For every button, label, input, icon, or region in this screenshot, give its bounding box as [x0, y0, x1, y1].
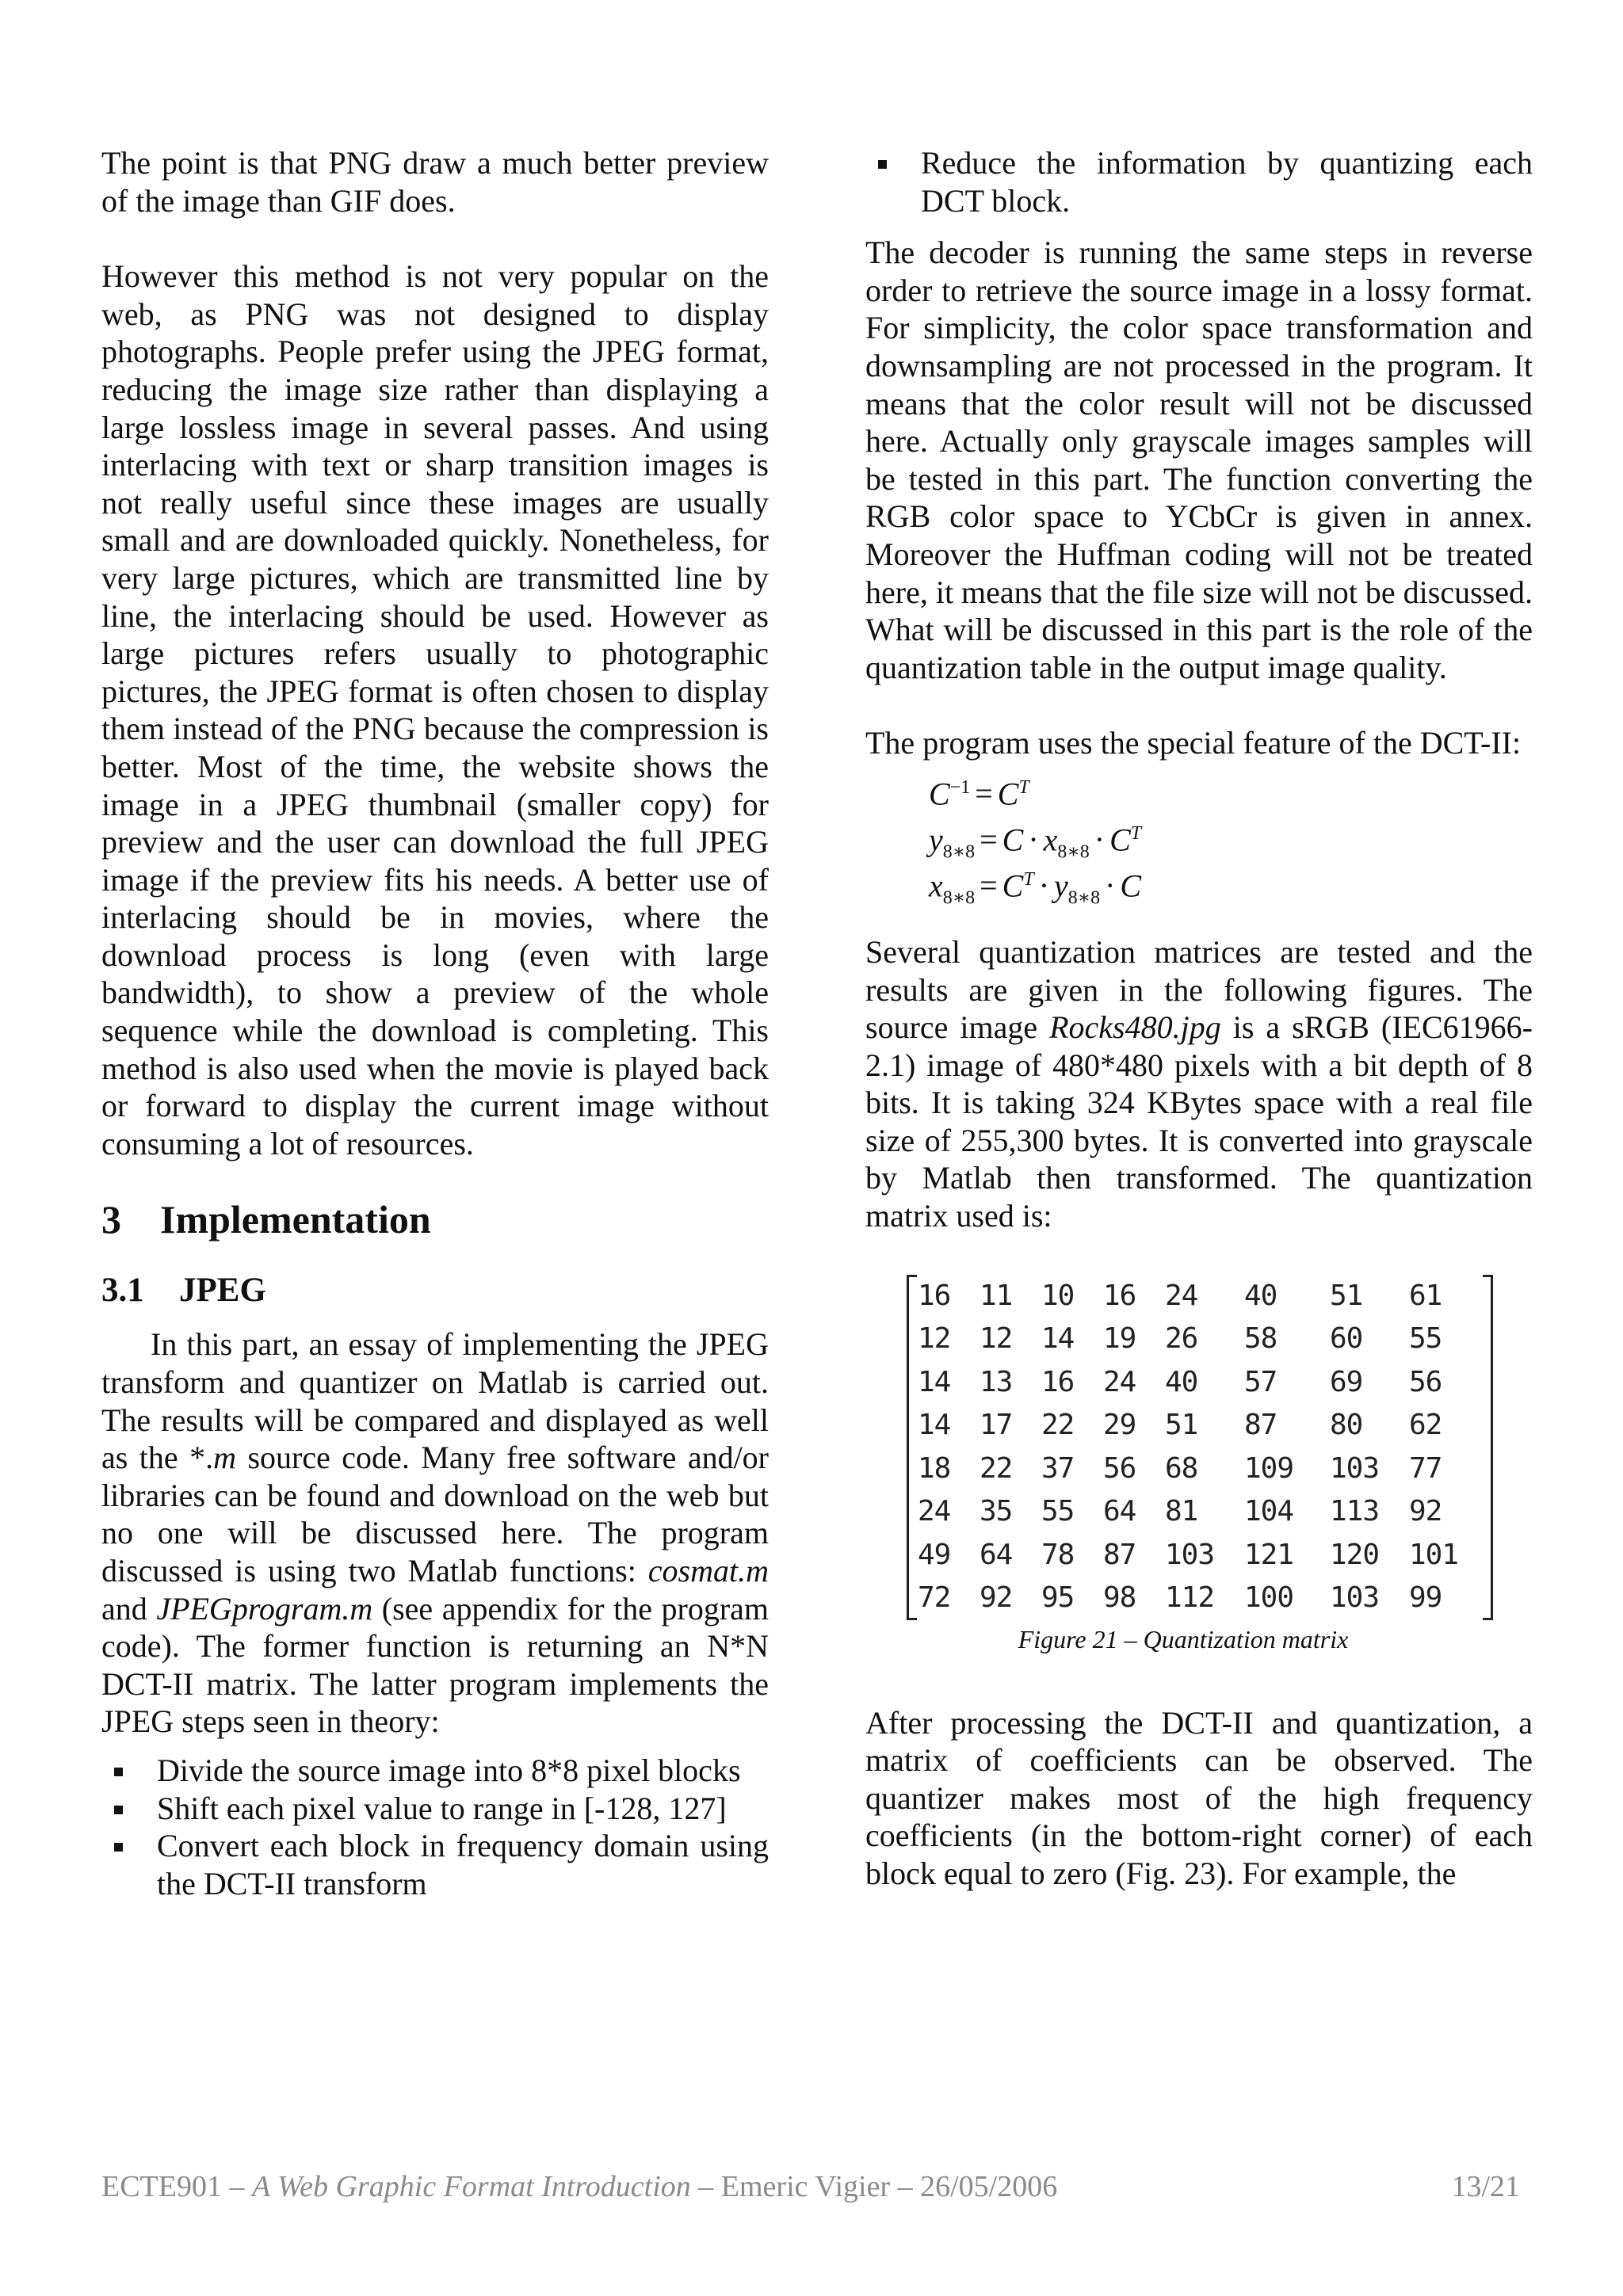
matrix-cell: 77 [1409, 1451, 1442, 1485]
matrix-row [918, 1318, 1472, 1361]
matrix-cell: 92 [980, 1581, 1013, 1615]
matrix-cell: 100 [1244, 1581, 1294, 1615]
list-item [101, 1790, 769, 1828]
matrix-cell: 103 [1330, 1451, 1380, 1485]
matrix-cell: 55 [1409, 1322, 1442, 1356]
matrix-cell: 104 [1244, 1495, 1294, 1528]
equation-inverse-transform: $x_{8∗8} = C^T \cdot y_{8∗8} \cdot C$ [929, 868, 1142, 909]
equations [929, 769, 1533, 909]
matrix-cell: 57 [1244, 1365, 1277, 1398]
matrix-cell: 81 [1165, 1495, 1198, 1528]
text-run-italic: m [213, 1440, 236, 1476]
subsection-title: JPEG [179, 1272, 266, 1310]
matrix-row [918, 1447, 1472, 1491]
paragraph [101, 1325, 769, 1741]
matrix-bracket-right [1483, 1275, 1493, 1620]
paragraph: However this method is not very popular on the web, as PNG was not designed to display photographs. People prefer using the JPEG format, reducing the image size rather than displaying a large lossless image in several passes. And using interlacing with text or sharp transition images is not really useful since these images are usually small and are downloaded quickly. Nonetheless, for very large pictures, which are transmitted line by line, the interlacing should be used. However as large pictures refers usually to photographic pictures, the JPEG format is often chosen to display them instead of the PNG because the compression is better. Most of the time, the website shows the image in a JPEG thumbnail (smaller copy) for preview and the user can download the full JPEG image if the preview fits his needs. A better use of interlacing should be in movies, where the download process is long (even with large bandwidth), to show a preview of the whole sequence while the download is completing. This method is also used when the movie is played back or forward to display the current image without consuming a lot of resources. [101, 258, 769, 1161]
matrix-cell: 98 [1103, 1581, 1136, 1615]
bullet-list [865, 144, 1533, 219]
matrix-cell: 72 [918, 1581, 951, 1615]
matrix-row [918, 1361, 1472, 1405]
section-heading [101, 1196, 769, 1243]
text-run-italic: cosmat.m [647, 1553, 769, 1589]
matrix-cell: 101 [1409, 1538, 1459, 1571]
matrix-cell: 14 [1041, 1322, 1075, 1356]
matrix-cell: 87 [1244, 1409, 1277, 1442]
bullet-icon [114, 1806, 123, 1814]
footer-course: ECTE901 – [101, 2170, 252, 2203]
matrix-cell: 121 [1244, 1538, 1294, 1571]
matrix-cell: 11 [980, 1279, 1013, 1312]
matrix-cell: 16 [918, 1279, 951, 1312]
matrix-cell: 40 [1244, 1279, 1277, 1312]
matrix-cell: 14 [918, 1409, 951, 1442]
matrix-cell: 49 [918, 1538, 951, 1571]
matrix-cell: 12 [918, 1322, 951, 1356]
paragraph: The point is that PNG draw a much better preview of the image than GIF does. [101, 145, 769, 219]
bullet-list [101, 1752, 769, 1902]
matrix-cell: 58 [1244, 1322, 1277, 1356]
matrix-row [918, 1490, 1472, 1534]
matrix-cell: 26 [1165, 1322, 1198, 1356]
text-run: is a sRGB (IEC61966-2.1) image of 480*480 pixels with a bit depth of 8 bits. It is taking 324 KBytes space with a real file size of 255,300 bytes. It is converted into grayscale by Matlab then transformed. The quantization matrix used is: [865, 1009, 1533, 1234]
bullet-icon [878, 160, 887, 169]
matrix-cell: 92 [1409, 1495, 1442, 1528]
matrix-cell: 113 [1330, 1495, 1380, 1528]
matrix-row [918, 1534, 1472, 1577]
matrix-cell: 62 [1409, 1409, 1442, 1442]
text-run: Several quantization matrices are tested and the results are given in the following figures. The source image [865, 933, 1533, 1046]
section-title: Implementation [160, 1197, 431, 1242]
matrix-row [918, 1577, 1472, 1620]
matrix-cell: 68 [1165, 1451, 1198, 1485]
matrix-cell: 13 [980, 1365, 1013, 1398]
matrix-cell: 103 [1165, 1538, 1215, 1571]
paragraph [865, 933, 1533, 1235]
text-run: (see appendix for the program code). The former function is returning an N*N DCT-II matrix. The latter program implements the JPEG steps seen in theory: [101, 1590, 769, 1740]
matrix-cell: 29 [1103, 1409, 1136, 1442]
page-footer [101, 2169, 1520, 2204]
list-item-text: Shift each pixel value to range in [-128, 127] [157, 1790, 727, 1826]
footer-title: A Web Graphic Format Introduction [251, 2170, 691, 2203]
matrix-cell: 22 [1041, 1409, 1075, 1442]
equation-forward: $y_{8∗8} = C \cdot x_{8∗8} \cdot C^T$ [929, 822, 1142, 863]
matrix-cell: 78 [1041, 1538, 1075, 1571]
matrix-cell: 40 [1165, 1365, 1198, 1398]
matrix-bracket-left [907, 1275, 917, 1620]
matrix-cell: 95 [1041, 1581, 1075, 1615]
paragraph: The decoder is running the same steps in reverse order to retrieve the source image in a lossy format. For simplicity, the color space transformation and downsampling are not processed in the program. It means that the color result will not be discussed here. Actually only grayscale images samples will be tested in this part. The function converting the RGB color space to YCbCr is given in annex. Moreover the Huffman coding will not be treated here, it means that the file size will not be discussed. What will be discussed in this part is the role of the quantization table in the output image quality. [865, 235, 1533, 685]
matrix-row [918, 1275, 1472, 1318]
matrix-row [918, 1404, 1472, 1447]
matrix-cell: 112 [1165, 1581, 1215, 1615]
subsection-number: 3.1 [101, 1272, 144, 1310]
matrix-cell: 24 [918, 1495, 951, 1528]
matrix-cell: 99 [1409, 1581, 1442, 1615]
bullet-icon [114, 1843, 123, 1852]
page-number: 13/21 [1451, 2170, 1520, 2203]
list-item [101, 1827, 769, 1902]
equation-inverse: $C^{-1} = C^T$ [929, 776, 1029, 812]
matrix-cell: 17 [980, 1409, 1013, 1442]
matrix-cell: 56 [1103, 1451, 1136, 1485]
paragraph: After processing the DCT-II and quantization, a matrix of coefficients can be observed. The quantizer makes most of the high frequency coefficients (in the bottom-right corner) of each block equal to zero (Fig. 23). For example, the [865, 1704, 1533, 1892]
list-item [865, 144, 1533, 219]
list-item-text: Divide the source image into 8*8 pixel blocks [157, 1752, 741, 1788]
matrix-cell: 22 [980, 1451, 1013, 1485]
figure-caption: Figure 21 – Quantization matrix [1018, 1624, 1349, 1653]
matrix-table [918, 1275, 1472, 1620]
matrix-cell: 64 [1103, 1495, 1136, 1528]
matrix-cell: 24 [1165, 1279, 1198, 1312]
matrix-cell: 51 [1330, 1279, 1363, 1312]
right-column [865, 144, 1533, 1893]
footer-author-date: – Emeric Vigier – 26/05/2006 [690, 2170, 1058, 2203]
list-item-text: Reduce the information by quantizing each DCT block. [921, 145, 1533, 219]
matrix-cell: 14 [918, 1365, 951, 1398]
text-run: and [101, 1590, 157, 1627]
matrix-cell: 10 [1041, 1279, 1075, 1312]
text-run: source code. Many free software and/or libraries can be found and download on the web but no one will be discussed here. The program discussed is using two Matlab functions: [101, 1440, 769, 1589]
matrix-cell: 64 [980, 1538, 1013, 1571]
matrix-cell: 87 [1103, 1538, 1136, 1571]
matrix-cell: 55 [1041, 1495, 1075, 1528]
matrix-cell: 61 [1409, 1279, 1442, 1312]
matrix-cell: 35 [980, 1495, 1013, 1528]
section-number: 3 [101, 1197, 121, 1242]
paragraph: The program uses the special feature of the DCT-II: [865, 725, 1522, 761]
matrix-cell: 56 [1409, 1365, 1442, 1398]
matrix-cell: 69 [1330, 1365, 1363, 1398]
list-item-text: Convert each block in frequency domain using the DCT-II transform [157, 1828, 769, 1901]
text-run: In this part, an essay of implementing the JPEG transform and quantizer on Matlab is carried out. The results will be compared and displayed as well as the *. [101, 1326, 769, 1476]
quantization-matrix [907, 1275, 1493, 1620]
text-run-italic: Rocks480.jpg [1049, 1009, 1221, 1046]
text-run-italic: JPEGprogram.m [156, 1590, 373, 1627]
matrix-cell: 60 [1330, 1322, 1363, 1356]
matrix-cell: 37 [1041, 1451, 1075, 1485]
matrix-cell: 16 [1103, 1279, 1136, 1312]
matrix-cell: 18 [918, 1451, 951, 1485]
list-item [101, 1752, 769, 1790]
bullet-icon [114, 1768, 123, 1776]
matrix-cell: 12 [980, 1322, 1013, 1356]
matrix-cell: 109 [1244, 1451, 1294, 1485]
matrix-cell: 24 [1103, 1365, 1136, 1398]
matrix-cell: 120 [1330, 1538, 1380, 1571]
matrix-cell: 103 [1330, 1581, 1380, 1615]
subsection-heading [101, 1270, 769, 1311]
matrix-cell: 80 [1330, 1409, 1363, 1442]
matrix-cell: 16 [1041, 1365, 1075, 1398]
left-column [101, 144, 769, 1902]
matrix-cell: 51 [1165, 1409, 1198, 1442]
matrix-cell: 19 [1103, 1322, 1136, 1356]
